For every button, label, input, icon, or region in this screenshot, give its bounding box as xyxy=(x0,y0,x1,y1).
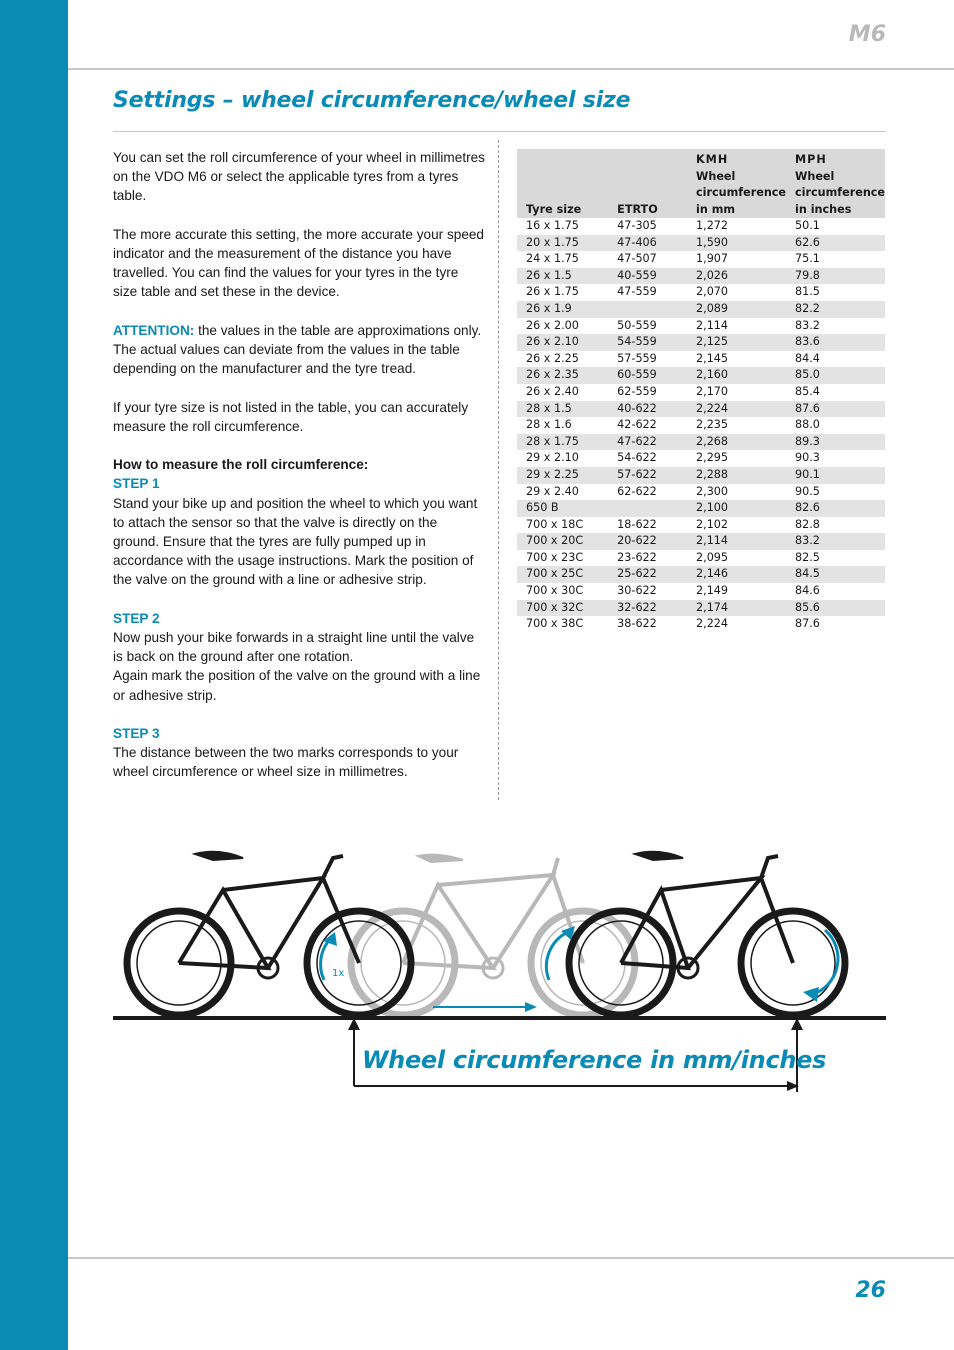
cell-tyre-size: 26 x 1.75 xyxy=(517,284,608,301)
cell-tyre-size: 28 x 1.6 xyxy=(517,417,608,434)
cell-mm: 2,145 xyxy=(687,351,786,368)
cell-mm: 2,235 xyxy=(687,417,786,434)
cell-etrto: 38-622 xyxy=(608,616,687,633)
howto-heading: How to measure the roll circumference: xyxy=(113,457,369,473)
table-row xyxy=(517,301,885,318)
header-mph-line4: in inches xyxy=(795,202,852,216)
table-row xyxy=(517,351,885,368)
table-row xyxy=(517,484,885,501)
cell-etrto: 47-406 xyxy=(608,235,687,252)
cell-etrto: 62-622 xyxy=(608,484,687,501)
attention-paragraph xyxy=(113,321,485,379)
last-saddle xyxy=(635,852,683,860)
cell-inches: 89.3 xyxy=(786,434,885,451)
table-row xyxy=(517,517,885,534)
cell-etrto: 30-622 xyxy=(608,583,687,600)
step2-label: STEP 2 xyxy=(113,610,160,626)
cell-etrto: 54-559 xyxy=(608,334,687,351)
cell-inches: 82.5 xyxy=(786,550,885,567)
cell-tyre-size: 26 x 2.35 xyxy=(517,367,608,384)
cell-inches: 62.6 xyxy=(786,235,885,252)
table-row xyxy=(517,550,885,567)
table-row xyxy=(517,318,885,335)
model-label: M6 xyxy=(848,22,886,47)
cell-etrto: 50-559 xyxy=(608,318,687,335)
column-separator xyxy=(498,140,499,800)
cell-mm: 2,089 xyxy=(687,301,786,318)
table-row xyxy=(517,533,885,550)
cell-inches: 75.1 xyxy=(786,251,885,268)
header-kmh xyxy=(687,149,786,218)
table-header-row xyxy=(517,149,885,218)
step1-block xyxy=(113,455,485,589)
cell-inches: 84.4 xyxy=(786,351,885,368)
cell-etrto: 42-622 xyxy=(608,417,687,434)
table-row xyxy=(517,268,885,285)
header-mph-unit: MPH xyxy=(795,153,827,166)
cell-mm: 2,224 xyxy=(687,616,786,633)
ghost-saddle xyxy=(418,855,463,862)
cell-etrto: 40-559 xyxy=(608,268,687,285)
cell-mm: 2,114 xyxy=(687,533,786,550)
table-row xyxy=(517,251,885,268)
cell-tyre-size: 20 x 1.75 xyxy=(517,235,608,252)
cell-tyre-size: 700 x 30C xyxy=(517,583,608,600)
cell-mm: 2,095 xyxy=(687,550,786,567)
cell-mm: 2,100 xyxy=(687,500,786,517)
cell-inches: 83.6 xyxy=(786,334,885,351)
cell-inches: 84.5 xyxy=(786,566,885,583)
forward-arrow-head xyxy=(525,1002,537,1012)
accuracy-paragraph: The more accurate this setting, the more accurate your speed indicator and the measurement of the distance you have travelled. You can find the values for your tyres in the tyre size table and set these in the device. xyxy=(113,226,484,300)
cell-tyre-size: 700 x 23C xyxy=(517,550,608,567)
cell-inches: 85.4 xyxy=(786,384,885,401)
cell-tyre-size: 700 x 18C xyxy=(517,517,608,534)
cell-mm: 2,268 xyxy=(687,434,786,451)
table-row xyxy=(517,401,885,418)
cell-mm: 2,170 xyxy=(687,384,786,401)
last-frame xyxy=(621,856,793,968)
cell-mm: 2,146 xyxy=(687,566,786,583)
cell-mm: 2,026 xyxy=(687,268,786,285)
step3-label: STEP 3 xyxy=(113,726,160,741)
first-frame xyxy=(179,856,359,968)
tyre-size-table xyxy=(517,149,885,633)
cell-mm: 1,272 xyxy=(687,218,786,235)
cell-mm: 2,174 xyxy=(687,600,786,617)
cell-etrto xyxy=(608,301,687,318)
header-mph-line2: Wheel xyxy=(795,169,835,183)
footer-rule xyxy=(68,1257,954,1259)
table-row xyxy=(517,566,885,583)
cell-mm: 2,295 xyxy=(687,450,786,467)
cell-inches: 90.3 xyxy=(786,450,885,467)
cell-tyre-size: 28 x 1.5 xyxy=(517,401,608,418)
cell-tyre-size: 700 x 20C xyxy=(517,533,608,550)
cell-inches: 83.2 xyxy=(786,533,885,550)
cell-etrto: 20-622 xyxy=(608,533,687,550)
cell-tyre-size: 700 x 25C xyxy=(517,566,608,583)
cell-inches: 85.0 xyxy=(786,367,885,384)
page-number: 26 xyxy=(855,1278,886,1303)
cell-inches: 90.5 xyxy=(786,484,885,501)
cell-tyre-size: 29 x 2.25 xyxy=(517,467,608,484)
cell-mm: 1,907 xyxy=(687,251,786,268)
table-row xyxy=(517,450,885,467)
cell-mm: 2,102 xyxy=(687,517,786,534)
header-etrto: ETRTO xyxy=(608,149,687,218)
rotation-arrow-2 xyxy=(546,932,568,980)
cell-etrto: 47-559 xyxy=(608,284,687,301)
table-row xyxy=(517,434,885,451)
table-row xyxy=(517,235,885,252)
cell-mm: 2,300 xyxy=(687,484,786,501)
rotation-arrow-3 xyxy=(811,930,838,995)
cell-etrto: 57-622 xyxy=(608,467,687,484)
cell-tyre-size: 26 x 2.25 xyxy=(517,351,608,368)
cell-inches: 81.5 xyxy=(786,284,885,301)
table-row xyxy=(517,218,885,235)
cell-etrto: 32-622 xyxy=(608,600,687,617)
cell-tyre-size: 700 x 32C xyxy=(517,600,608,617)
cell-inches: 84.6 xyxy=(786,583,885,600)
cell-inches: 88.0 xyxy=(786,417,885,434)
instructions-column xyxy=(113,148,485,801)
table-row xyxy=(517,384,885,401)
page-title: Settings – wheel circumference/wheel size xyxy=(113,88,631,113)
cell-inches: 90.1 xyxy=(786,467,885,484)
cell-inches: 83.2 xyxy=(786,318,885,335)
cell-tyre-size: 26 x 2.40 xyxy=(517,384,608,401)
cell-etrto: 47-305 xyxy=(608,218,687,235)
first-bike xyxy=(127,852,411,1015)
cell-mm: 2,288 xyxy=(687,467,786,484)
header-tyre-size: Tyre size xyxy=(517,149,608,218)
cell-etrto: 47-507 xyxy=(608,251,687,268)
cell-tyre-size: 24 x 1.75 xyxy=(517,251,608,268)
intro-paragraph: You can set the roll circumference of your wheel in millimetres on the VDO M6 or select the applicable tyres from a tyres table. xyxy=(113,150,485,204)
not-listed-paragraph: If your tyre size is not listed in the table, you can accurately measure the roll circumference. xyxy=(113,399,469,434)
cell-tyre-size: 26 x 2.10 xyxy=(517,334,608,351)
cell-mm: 2,160 xyxy=(687,367,786,384)
cell-inches: 87.6 xyxy=(786,616,885,633)
table-row xyxy=(517,600,885,617)
cell-tyre-size: 16 x 1.75 xyxy=(517,218,608,235)
table-row xyxy=(517,367,885,384)
cell-tyre-size: 26 x 1.9 xyxy=(517,301,608,318)
cell-inches: 87.6 xyxy=(786,401,885,418)
table-row xyxy=(517,417,885,434)
table-row xyxy=(517,467,885,484)
attention-label: ATTENTION: xyxy=(113,322,195,338)
cell-mm: 2,149 xyxy=(687,583,786,600)
header-kmh-line4: in mm xyxy=(696,202,736,216)
title-rule xyxy=(113,131,886,132)
cell-mm: 2,224 xyxy=(687,401,786,418)
cell-etrto: 60-559 xyxy=(608,367,687,384)
header-mph-line3: circumference xyxy=(795,186,885,199)
cell-etrto: 25-622 xyxy=(608,566,687,583)
header-rule xyxy=(68,68,954,70)
ghost-frame xyxy=(403,858,583,968)
cell-etrto: 40-622 xyxy=(608,401,687,418)
cell-tyre-size: 26 x 1.5 xyxy=(517,268,608,285)
cell-tyre-size: 700 x 38C xyxy=(517,616,608,633)
header-mph xyxy=(786,149,885,218)
table-row xyxy=(517,284,885,301)
cell-tyre-size: 29 x 2.40 xyxy=(517,484,608,501)
cell-inches: 82.8 xyxy=(786,517,885,534)
table-body xyxy=(517,218,885,633)
circumference-banner: Wheel circumference in mm/inches xyxy=(362,1046,827,1074)
cell-mm: 1,590 xyxy=(687,235,786,252)
cell-etrto xyxy=(608,500,687,517)
cell-inches: 85.6 xyxy=(786,600,885,617)
cell-tyre-size: 28 x 1.75 xyxy=(517,434,608,451)
ghost-bike xyxy=(351,855,635,1015)
cell-etrto: 54-622 xyxy=(608,450,687,467)
attention-text: the values in the table are approximations only. The actual values can deviate from the values in the table depending on the manufacturer and the tyre tread. xyxy=(113,322,482,377)
rotation-arrow-3-head xyxy=(803,987,819,1002)
step2-text-a: Now push your bike forwards in a straight line until the valve is back on the ground after one rotation. xyxy=(113,630,475,665)
cell-inches: 50.1 xyxy=(786,218,885,235)
cell-inches: 82.6 xyxy=(786,500,885,517)
last-bike xyxy=(569,852,845,1015)
cell-tyre-size: 29 x 2.10 xyxy=(517,450,608,467)
cell-mm: 2,125 xyxy=(687,334,786,351)
rotation-count-label: 1x xyxy=(332,968,345,979)
first-saddle xyxy=(195,852,243,860)
cell-etrto: 47-622 xyxy=(608,434,687,451)
cell-etrto: 57-559 xyxy=(608,351,687,368)
cell-etrto: 18-622 xyxy=(608,517,687,534)
cell-mm: 2,114 xyxy=(687,318,786,335)
cell-etrto: 62-559 xyxy=(608,384,687,401)
cell-tyre-size: 26 x 2.00 xyxy=(517,318,608,335)
step1-text: Stand your bike up and position the wheel to which you want to attach the sensor so that the valve is directly on the ground. Ensure that the tyres are fully pumped up in accordance with the usage instructions. Mark the position of the valve on the ground with a line or adhesive strip. xyxy=(113,495,478,588)
table-row xyxy=(517,583,885,600)
table-row xyxy=(517,500,885,517)
step2-text-b: Again mark the position of the valve on the ground with a line or adhesive strip. xyxy=(113,668,481,703)
cell-tyre-size: 650 B xyxy=(517,500,608,517)
header-kmh-line3: circumference xyxy=(696,186,786,199)
step3-text: The distance between the two marks corresponds to your wheel circumference or wheel size in millimetres. xyxy=(113,745,459,780)
step2-block xyxy=(113,609,485,705)
step1-label: STEP 1 xyxy=(113,476,160,492)
cell-inches: 82.2 xyxy=(786,301,885,318)
left-sidebar-band xyxy=(0,0,68,1350)
cell-etrto: 23-622 xyxy=(608,550,687,567)
table-row xyxy=(517,616,885,633)
header-kmh-line2: Wheel xyxy=(696,169,736,183)
cell-inches: 79.8 xyxy=(786,268,885,285)
step3-block xyxy=(113,724,485,782)
table-row xyxy=(517,334,885,351)
header-kmh-unit: KMH xyxy=(696,153,729,166)
cell-mm: 2,070 xyxy=(687,284,786,301)
